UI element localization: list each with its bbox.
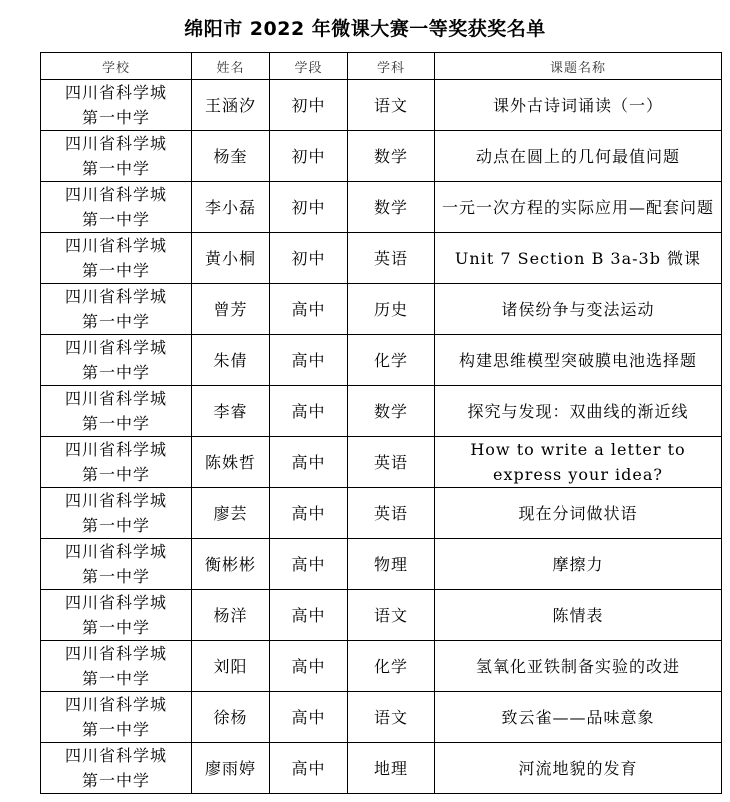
cell-name: 廖雨婷 <box>192 743 270 794</box>
cell-topic: 诸侯纷争与变法运动 <box>435 284 722 335</box>
cell-name: 杨奎 <box>192 131 270 182</box>
school-name-line2: 第一中学 <box>81 618 150 637</box>
cell-school <box>41 488 192 539</box>
table-header-row <box>41 53 722 80</box>
school-name-line1: 四川省科学城 <box>64 593 167 612</box>
table-row <box>41 284 722 335</box>
table-row <box>41 437 722 488</box>
school-name-line2: 第一中学 <box>81 312 150 331</box>
cell-topic: 构建思维模型突破膜电池选择题 <box>435 335 722 386</box>
cell-subject: 语文 <box>348 692 435 743</box>
cell-subject: 物理 <box>348 539 435 590</box>
cell-stage: 初中 <box>270 131 348 182</box>
school-name-line2: 第一中学 <box>81 720 150 739</box>
table-row <box>41 539 722 590</box>
cell-stage: 初中 <box>270 233 348 284</box>
header-topic: 课题名称 <box>435 53 722 80</box>
cell-stage: 高中 <box>270 743 348 794</box>
table-row <box>41 641 722 692</box>
school-name-line1: 四川省科学城 <box>64 491 167 510</box>
cell-topic: 现在分词做状语 <box>435 488 722 539</box>
page-title: 绵阳市 2022 年微课大赛一等奖获奖名单 <box>184 18 546 40</box>
cell-topic: How to write a letter to express your idea? <box>435 437 722 488</box>
cell-stage: 高中 <box>270 437 348 488</box>
cell-name: 曾芳 <box>192 284 270 335</box>
cell-school <box>41 437 192 488</box>
school-name-line1: 四川省科学城 <box>64 83 167 102</box>
table-row <box>41 182 722 233</box>
cell-topic: 摩擦力 <box>435 539 722 590</box>
school-name-line2: 第一中学 <box>81 516 150 535</box>
cell-name: 朱倩 <box>192 335 270 386</box>
school-name-line2: 第一中学 <box>81 771 150 790</box>
cell-topic: 一元一次方程的实际应用—配套问题 <box>435 182 722 233</box>
cell-topic: Unit 7 Section B 3a-3b 微课 <box>435 233 722 284</box>
cell-subject: 地理 <box>348 743 435 794</box>
cell-topic: 探究与发现：双曲线的渐近线 <box>435 386 722 437</box>
cell-name: 廖芸 <box>192 488 270 539</box>
cell-school <box>41 80 192 131</box>
school-name-line2: 第一中学 <box>81 159 150 178</box>
cell-stage: 高中 <box>270 284 348 335</box>
table-row <box>41 743 722 794</box>
cell-school <box>41 233 192 284</box>
cell-school <box>41 590 192 641</box>
cell-school <box>41 335 192 386</box>
cell-topic: 河流地貌的发育 <box>435 743 722 794</box>
cell-subject: 语文 <box>348 590 435 641</box>
cell-subject: 历史 <box>348 284 435 335</box>
cell-name: 衡彬彬 <box>192 539 270 590</box>
school-name-line1: 四川省科学城 <box>64 389 167 408</box>
school-name-line1: 四川省科学城 <box>64 236 167 255</box>
table-row <box>41 335 722 386</box>
cell-school <box>41 539 192 590</box>
school-name-line2: 第一中学 <box>81 669 150 688</box>
school-name-line1: 四川省科学城 <box>64 185 167 204</box>
school-name-line2: 第一中学 <box>81 465 150 484</box>
cell-stage: 高中 <box>270 692 348 743</box>
cell-topic: 课外古诗词诵读（一） <box>435 80 722 131</box>
cell-stage: 高中 <box>270 488 348 539</box>
cell-topic: 氢氧化亚铁制备实验的改进 <box>435 641 722 692</box>
cell-topic: 陈情表 <box>435 590 722 641</box>
school-name-line1: 四川省科学城 <box>64 287 167 306</box>
table-row <box>41 386 722 437</box>
table-body <box>41 80 722 794</box>
cell-subject: 数学 <box>348 182 435 233</box>
cell-name: 徐杨 <box>192 692 270 743</box>
cell-name: 李小磊 <box>192 182 270 233</box>
cell-stage: 高中 <box>270 590 348 641</box>
school-name-line1: 四川省科学城 <box>64 338 167 357</box>
cell-school <box>41 641 192 692</box>
header-stage: 学段 <box>270 53 348 80</box>
school-name-line1: 四川省科学城 <box>64 440 167 459</box>
cell-stage: 高中 <box>270 539 348 590</box>
cell-topic: 致云雀——品味意象 <box>435 692 722 743</box>
cell-subject: 英语 <box>348 488 435 539</box>
cell-subject: 化学 <box>348 335 435 386</box>
header-school: 学校 <box>41 53 192 80</box>
school-name-line2: 第一中学 <box>81 363 150 382</box>
cell-stage: 初中 <box>270 182 348 233</box>
cell-subject: 数学 <box>348 386 435 437</box>
cell-name: 王涵汐 <box>192 80 270 131</box>
cell-stage: 初中 <box>270 80 348 131</box>
cell-school <box>41 743 192 794</box>
cell-subject: 英语 <box>348 437 435 488</box>
school-name-line2: 第一中学 <box>81 108 150 127</box>
cell-subject: 数学 <box>348 131 435 182</box>
cell-stage: 高中 <box>270 641 348 692</box>
cell-name: 黄小桐 <box>192 233 270 284</box>
cell-stage: 高中 <box>270 386 348 437</box>
school-name-line2: 第一中学 <box>81 414 150 433</box>
cell-stage: 高中 <box>270 335 348 386</box>
school-name-line1: 四川省科学城 <box>64 542 167 561</box>
cell-name: 杨洋 <box>192 590 270 641</box>
table-row <box>41 692 722 743</box>
cell-name: 刘阳 <box>192 641 270 692</box>
cell-name: 李睿 <box>192 386 270 437</box>
school-name-line2: 第一中学 <box>81 261 150 280</box>
cell-name: 陈姝哲 <box>192 437 270 488</box>
cell-subject: 英语 <box>348 233 435 284</box>
table-row <box>41 80 722 131</box>
cell-school <box>41 386 192 437</box>
table-row <box>41 590 722 641</box>
school-name-line2: 第一中学 <box>81 567 150 586</box>
award-table <box>40 52 722 794</box>
school-name-line1: 四川省科学城 <box>64 644 167 663</box>
table-row <box>41 488 722 539</box>
cell-school <box>41 692 192 743</box>
table-row <box>41 131 722 182</box>
school-name-line1: 四川省科学城 <box>64 695 167 714</box>
school-name-line1: 四川省科学城 <box>64 134 167 153</box>
table-row <box>41 233 722 284</box>
cell-school <box>41 284 192 335</box>
school-name-line2: 第一中学 <box>81 210 150 229</box>
header-name: 姓名 <box>192 53 270 80</box>
cell-subject: 化学 <box>348 641 435 692</box>
cell-subject: 语文 <box>348 80 435 131</box>
cell-school <box>41 131 192 182</box>
school-name-line1: 四川省科学城 <box>64 746 167 765</box>
cell-topic: 动点在圆上的几何最值问题 <box>435 131 722 182</box>
header-subject: 学科 <box>348 53 435 80</box>
cell-school <box>41 182 192 233</box>
